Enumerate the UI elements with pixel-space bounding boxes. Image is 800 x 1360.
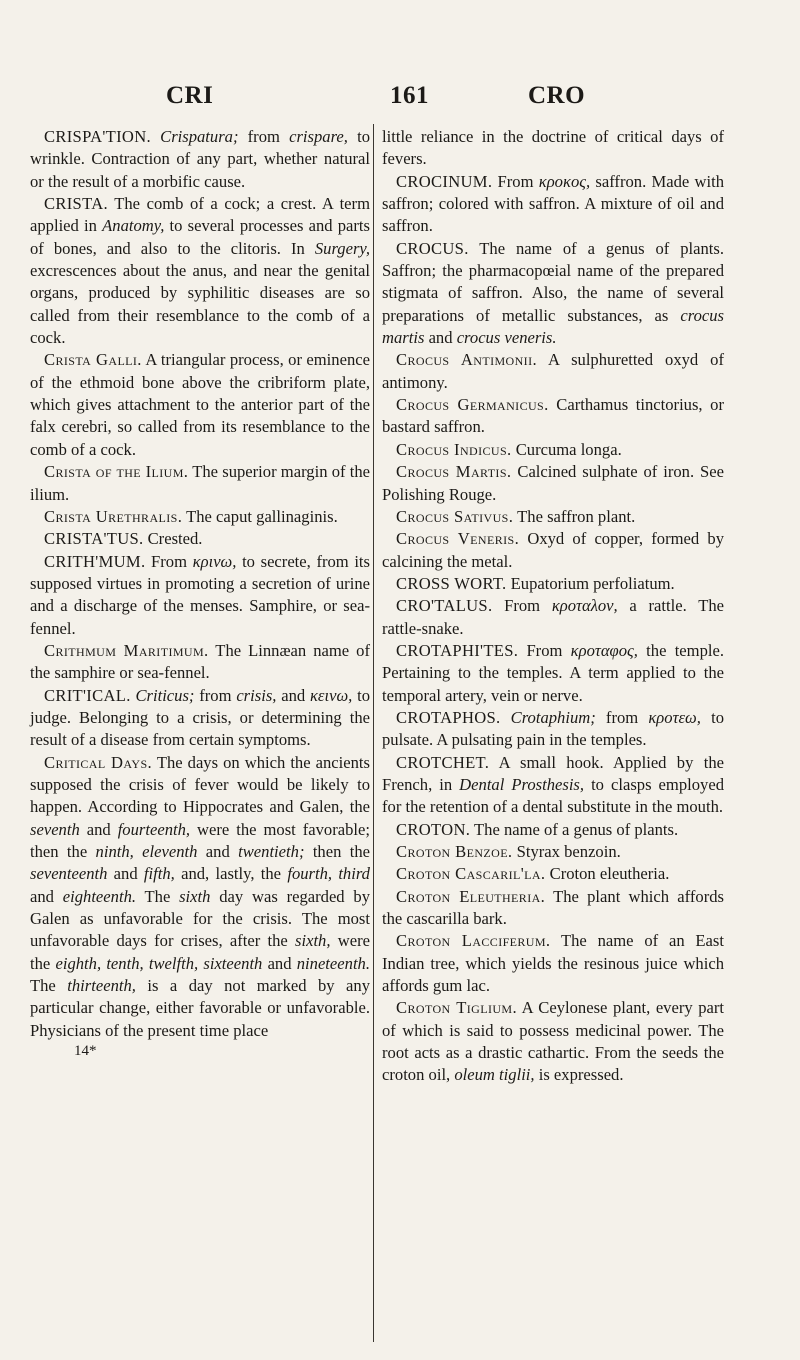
entry: CROCUS. The name of a genus of plants. Saffron; the pharmacopœial name of the prepared stigmata of saffron. Also, the name of several preparations of metallic substances, as crocus martis and crocus veneris. xyxy=(382,238,724,348)
header-left-guideword: CRI xyxy=(166,82,214,109)
entry: CRITH'MUM. From κρινω, to secrete, from its supposed virtues in promoting a secretion of urine and a discharge of the menses. Samphire, or sea-fennel. xyxy=(30,551,371,638)
entry: CRIT'ICAL. Criticus; from crisis, and κεινω, to judge. Belonging to a crisis, or determining the result of a disease from certain symptoms. xyxy=(30,685,371,750)
entry: Critical Days. The days on which the ancients supposed the crisis of fever would be likely to happen. According to Hippocrates and Galen, the seventh and fourteenth, were the most favorable; then the ninth, eleventh and twentieth; then the seventeenth and fifth, and, lastly, the fourth, third and eighteenth. The sixth day was regarded by Galen as unfavorable for the crisis. The most unfavorable days for crises, after the sixth, were the eighth, tenth, twelfth, sixteenth and nineteenth. The thirteenth, is a day not marked by any particular change, either favorable or unfavorable. Physicians of the present time place xyxy=(30,752,371,1040)
entry: CROCINUM. From κροκος, saffron. Made with saffron; colored with saffron. A mixture of oil and saffron. xyxy=(382,171,724,236)
entry: Crista Urethralis. The caput gallinaginis. xyxy=(44,506,338,526)
left-column xyxy=(30,126,370,1060)
entry: Crista Galli. A triangular process, or eminence of the ethmoid bone above the cribriform plate, which gives attachment to the anterior part of the falx cerebri, so called from its resemblance to the comb of a cock. xyxy=(30,350,370,459)
entry: Croton Lacciferum. The name of an East Indian tree, which yields the resinous juice which affords gum lac. xyxy=(382,931,724,996)
entry: Crocus Antimonii. A sulphuretted oxyd of antimony. xyxy=(382,350,724,392)
entry: Crocus Sativus. The saffron plant. xyxy=(396,506,636,526)
entry: CROTCHET. A small hook. Applied by the French, in Dental Prosthesis, to clasps employed for the retention of a dental substitute in the mouth. xyxy=(382,752,724,817)
entry: CRO'TALUS. From κροταλον, a rattle. The rattle-snake. xyxy=(382,596,724,638)
entry: Crithmum Maritimum. The Linnæan name of the samphire or sea-fennel. xyxy=(30,640,370,683)
entry: Croton Eleutheria. The plant which affords the cascarilla bark. xyxy=(382,886,724,929)
entry: Crocus Indicus. Curcuma longa. xyxy=(396,439,622,459)
entry: Crista of the Ilium. The superior margin of the ilium. xyxy=(30,462,370,504)
entry: Croton Cascaril'la. Croton eleutheria. xyxy=(396,864,670,884)
column-divider xyxy=(373,124,374,1342)
header-right-guideword: CRO xyxy=(528,82,586,109)
entry: CRISTA'TUS. Crested. xyxy=(44,529,203,549)
entry: CROSS WORT. Eupatorium perfoliatum. xyxy=(396,573,675,593)
signature-mark: 14* xyxy=(74,1043,97,1060)
entry: CRISPA'TION. Crispatura; from crispare, to wrinkle. Contraction of any part, whether natural or the result of a morbific cause. xyxy=(30,127,370,191)
entry: Croton Benzoe. Styrax benzoin. xyxy=(396,842,621,861)
entry: CROTAPHI'TES. From κροταφος, the temple. Pertaining to the temples. A term applied to the temporal artery, vein or nerve. xyxy=(382,640,724,705)
right-column xyxy=(382,126,724,1087)
entry: Crocus Veneris. Oxyd of copper, formed by calcining the metal. xyxy=(382,529,724,571)
entry: CRISTA. The comb of a cock; a crest. A term applied in Anatomy, to several processes and parts of bones, and also to the clitoris. In Surgery, excrescences about the anus, and near the genital organs, produced by syphilitic diseases are so called from their resemblance to the comb of a cock. xyxy=(30,194,370,348)
entry: CROTON. The name of a genus of plants. xyxy=(396,819,679,839)
entry: Crocus Martis. Calcined sulphate of iron. See Polishing Rouge. xyxy=(382,462,724,504)
entry-continuation: little reliance in the doctrine of critical days of fevers. xyxy=(382,127,724,169)
entry: CROTAPHOS. Crotaphium; from κροτεω, to pulsate. A pulsating pain in the temples. xyxy=(382,707,724,750)
entry: Croton Tiglium. A Ceylonese plant, every part of which is said to possess medicinal power. The root acts as a drastic cathartic. From the seeds the croton oil, oleum tiglii, is expressed. xyxy=(382,998,725,1085)
page-number: 161 xyxy=(390,82,429,109)
running-header xyxy=(0,82,800,112)
entry: Crocus Germanicus. Carthamus tinctorius, or bastard saffron. xyxy=(382,395,724,437)
